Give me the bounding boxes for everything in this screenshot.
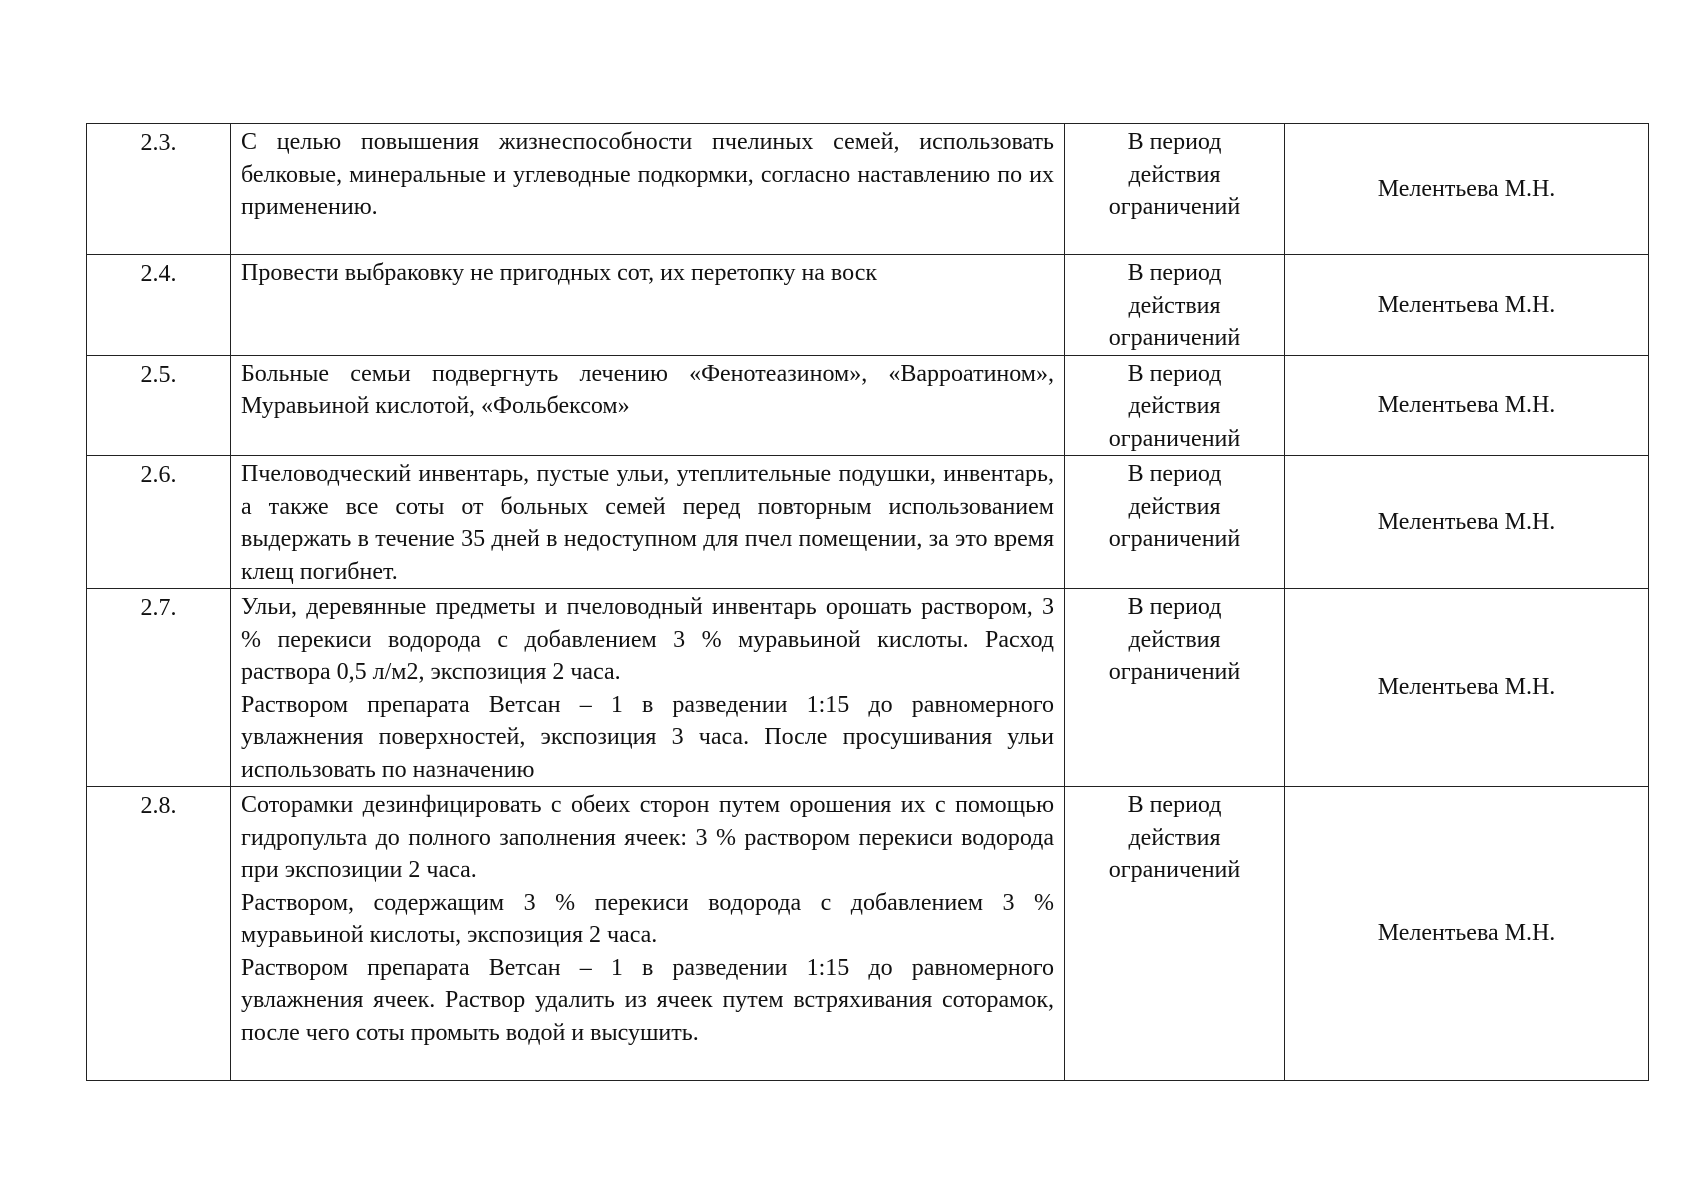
measure-text — [231, 355, 1065, 456]
row-number: 2.4. — [87, 255, 231, 356]
row-number: 2.3. — [87, 124, 231, 255]
measure-text — [231, 255, 1065, 356]
period-line: действия — [1128, 493, 1221, 520]
period-line: ограничений — [1108, 425, 1241, 452]
table-row — [87, 355, 1649, 456]
measure-paragraph: С целью повышения жизнеспособности пчелиных семей, использовать белковые, минеральные и углеводные подкормки, согласно наставлению по их применению. — [241, 129, 1054, 220]
responsible-person: Мелентьева М.Н. — [1285, 787, 1649, 1081]
period-line: ограничений — [1108, 659, 1241, 685]
period-line: ограничений — [1108, 526, 1241, 552]
responsible-person: Мелентьева М.Н. — [1285, 124, 1649, 255]
period-line: В период — [1127, 260, 1222, 286]
period-line: действия — [1128, 393, 1221, 419]
measure-paragraph: Раствором препарата Ветсан – 1 в разведении 1:15 до равномерного увлажнения ячеек. Раствор удалить из ячеек путем встряхивания соторамок, после чего соты промыть водой и высушить. — [241, 954, 1054, 1046]
responsible-person: Мелентьева М.Н. — [1285, 255, 1649, 356]
row-number: 2.6. — [87, 456, 231, 589]
measure-paragraph: Раствором, содержащим 3 % перекиси водорода с добавлением 3 % муравьиной кислоты, экспозиция 2 часа. — [241, 889, 1054, 948]
row-number: 2.5. — [87, 355, 231, 456]
period-line: действия — [1128, 626, 1221, 653]
period-line: ограничений — [1108, 194, 1241, 220]
period-line: ограничений — [1108, 857, 1241, 883]
period-line: действия — [1128, 824, 1221, 851]
period-cell — [1065, 589, 1285, 787]
responsible-person: Мелентьева М.Н. — [1285, 456, 1649, 589]
measure-paragraph: Провести выбраковку не пригодных сот, их перетопку на воск — [241, 260, 878, 286]
measure-text — [231, 589, 1065, 787]
period-cell — [1065, 355, 1285, 456]
measure-paragraph: Ульи, деревянные предметы и пчеловодный инвентарь орошать раствором, 3 % перекиси водорода с добавлением 3 % муравьиной кислоты. Расход раствора 0,5 л/м2, экспозиция 2 часа. — [241, 594, 1054, 685]
period-line: действия — [1128, 161, 1221, 188]
measure-text — [231, 787, 1065, 1081]
period-cell — [1065, 124, 1285, 255]
responsible-person: Мелентьева М.Н. — [1285, 589, 1649, 787]
row-number: 2.7. — [87, 589, 231, 787]
measure-paragraph: Пчеловодческий инвентарь, пустые ульи, утеплительные подушки, инвентарь, а также все соты от больных семей перед повторным использованием выдержать в течение 35 дней в недоступном для пчел помещении, за это время клещ погибнет. — [241, 461, 1054, 585]
measure-paragraph: Раствором препарата Ветсан – 1 в разведении 1:15 до равномерного увлажнения поверхностей, экспозиция 3 часа. После просушивания ульи использовать по назначению — [241, 691, 1054, 783]
measure-text — [231, 456, 1065, 589]
period-cell — [1065, 456, 1285, 589]
period-line: В период — [1127, 360, 1222, 387]
measures-table — [86, 123, 1649, 1081]
measure-text — [231, 124, 1065, 255]
table-row — [87, 255, 1649, 356]
table-row — [87, 456, 1649, 589]
measure-paragraph: Соторамки дезинфицировать с обеих сторон путем орошения их с помощью гидропульта до полного заполнения ячеек: 3 % раствором перекиси водорода при экспозиции 2 часа. — [241, 792, 1054, 883]
period-line: В период — [1127, 594, 1222, 620]
period-line: ограничений — [1108, 325, 1241, 351]
period-line: В период — [1127, 461, 1222, 487]
period-cell — [1065, 787, 1285, 1081]
period-line: В период — [1127, 792, 1222, 818]
period-cell — [1065, 255, 1285, 356]
responsible-person: Мелентьева М.Н. — [1285, 355, 1649, 456]
row-number: 2.8. — [87, 787, 231, 1081]
period-line: действия — [1128, 292, 1221, 319]
table-row — [87, 589, 1649, 787]
period-line: В период — [1127, 129, 1222, 155]
table-row — [87, 124, 1649, 255]
measure-paragraph: Больные семьи подвергнуть лечению «Фенотеазином», «Варроатином», Муравьиной кислотой, «Фольбексом» — [241, 360, 1054, 419]
table-row — [87, 787, 1649, 1081]
